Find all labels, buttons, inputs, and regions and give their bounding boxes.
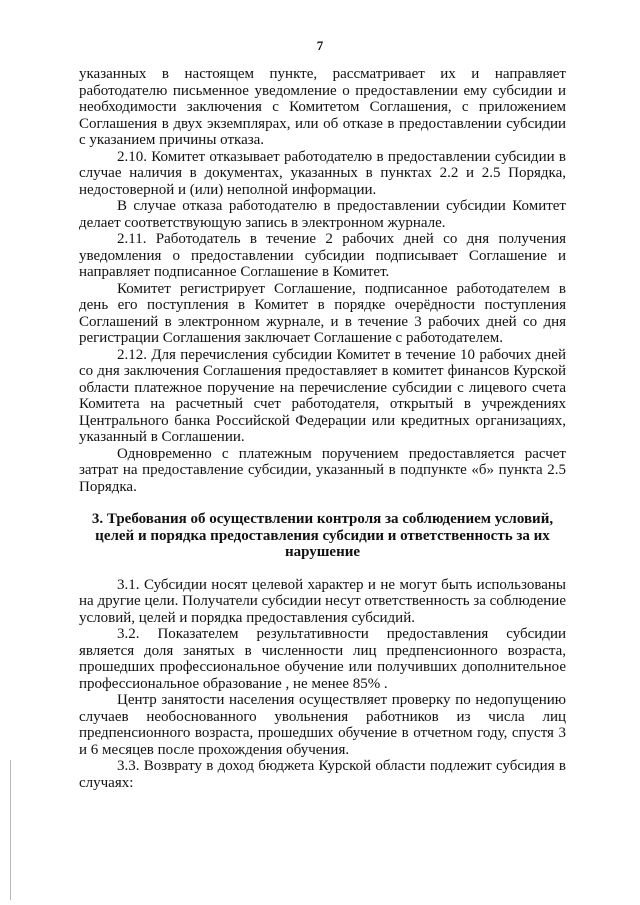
paragraph-registration: Комитет регистрирует Соглашение, подписанное работодателем в день его поступления в Комитет в порядке очерёдности поступления Соглашений в электронном журнале, и в течение 3 рабочих дней со дня регистрации Соглашения заключает Соглашение с работодателем. xyxy=(79,280,566,346)
paragraph-refusal-record: В случае отказа работодателю в предоставлении субсидии Комитет делает соответствующую запись в электронном журнале. xyxy=(79,198,566,231)
paragraph-cost-calculation: Одновременно с платежным поручением предоставляется расчет затрат на предоставление субсидии, указанный в подпункте «б» пункта 2.5 Порядка. xyxy=(79,445,566,495)
paragraph-employment-check: Центр занятости населения осуществляет проверку по недопущению случаев необоснованного увольнения работников из числа лиц предпенсионного возраста, прошедших обучение в отчетном году, спустя 3 и 6 месяцев после прохождения обучения. xyxy=(79,692,566,758)
paragraph-2-10: 2.10. Комитет отказывает работодателю в предоставлении субсидии в случае наличия в документах, указанных в пунктах 2.2 и 2.5 Порядка, недостоверной и (или) неполной информации. xyxy=(79,148,566,198)
paragraph-2-11: 2.11. Работодатель в течение 2 рабочих дней со дня получения уведомления о предоставлении субсидии подписывает Соглашение и направляет подписанное Соглашение в Комитет. xyxy=(79,231,566,280)
document-body xyxy=(79,66,566,791)
paragraph-3-3: 3.3. Возврату в доход бюджета Курской области подлежит субсидия в случаях: xyxy=(79,758,566,791)
paragraph-2-12: 2.12. Для перечисления субсидии Комитет в течение 10 рабочих дней со дня заключения Соглашения предоставляет в комитет финансов Курской области платежное поручение на перечисление субсидии с лицевого счета Комитета на расчетный счет работодателя, открытый в учреждениях Центрального банка Российской Федерации или кредитных организациях, указанный в Соглашении. xyxy=(79,346,566,445)
page-number: 7 xyxy=(316,38,324,53)
section-3-heading: 3. Требования об осуществлении контроля за соблюдением условий, целей и порядка предоставления субсидии и ответственность за их нарушение xyxy=(91,511,554,560)
paragraph-3-1: 3.1. Субсидии носят целевой характер и не могут быть использованы на другие цели. Получатели субсидии несут ответственность за соблюдение условий, целей и порядка предоставления субсидий. xyxy=(79,576,566,626)
paragraph-3-2: 3.2. Показателем результативности предоставления субсидии является доля занятых в численности лиц предпенсионного возраста, прошедших профессиональное обучение или получивших дополнительное профессиональное образование , не менее 85% . xyxy=(79,626,566,692)
paragraph-continuation: указанных в настоящем пункте, рассматривает их и направляет работодателю письменное уведомление о предоставлении ему субсидии и необходимости заключения с Комитетом Соглашения, с приложением Соглашения в двух экземплярах, или об отказе в предоставлении субсидии с указанием причины отказа. xyxy=(79,66,566,148)
scan-margin-line xyxy=(10,760,11,900)
